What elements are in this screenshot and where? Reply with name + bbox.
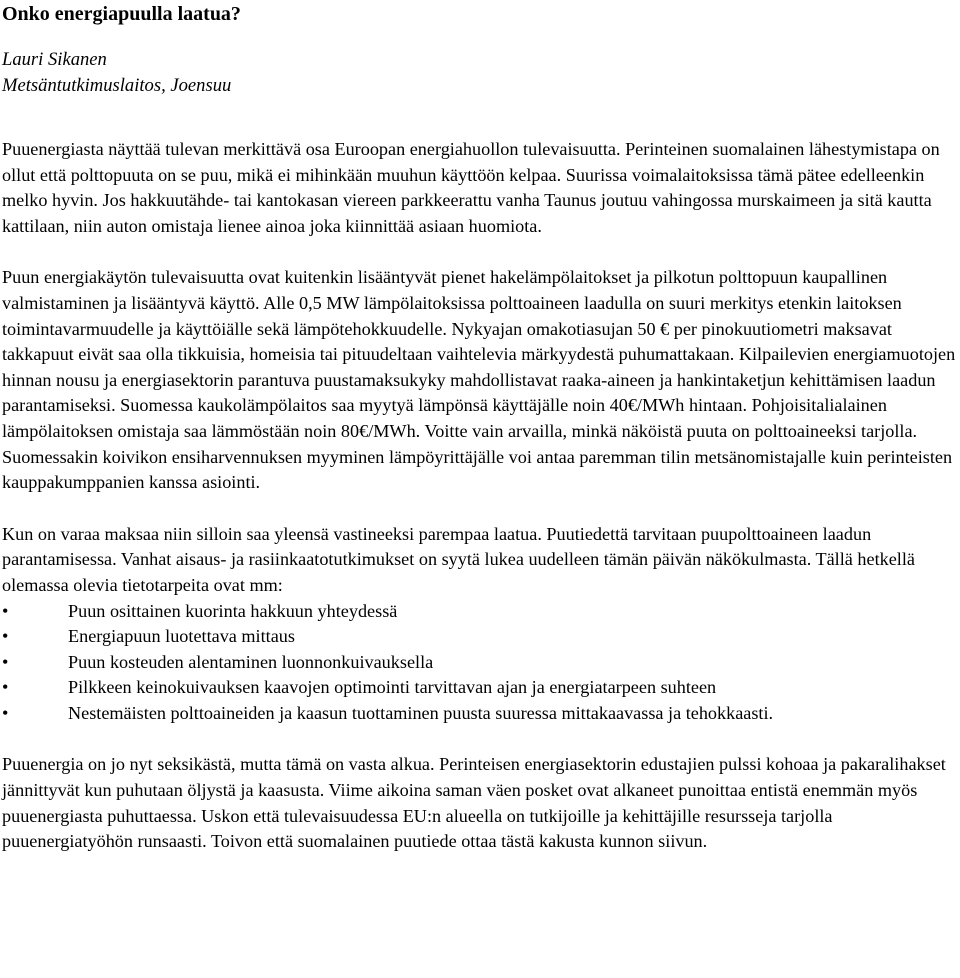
paragraph-intro: Puuenergiasta näyttää tulevan merkittävä osa Euroopan energiahuollon tulevaisuutta. Perinteinen suomalainen lähestymistapa on ollut että polttopuuta on se puu, mikä ei mihinkään muuhun käyttöön kelpaa. Suurissa voimalaitoksissa tämä pätee edelleenkin melko hyvin. Jos hakkuutähde- tai kantokasan viereen parkkeerattu vanha Taunus joutuu vahingossa murskaimeen ja sitä kautta kattilaan, niin auton omistaja lienee ainoa joka kiinnittää asiaan huomiota. (2, 139, 940, 236)
list-item (2, 599, 958, 625)
list-item-text: Energiapuun luotettava mittaus (68, 626, 295, 647)
paragraph-conclusion: Puuenergia on jo nyt seksikästä, mutta tämä on vasta alkua. Perinteisen energiasektorin edustajien pulssi kohoaa ja pakaralihakset jännittyvät kun puhutaan öljystä ja kaasusta. Viime aikoina saman väen posket ovat alkaneet punoittaa entistä enemmän myös puuenergiasta puhuttaessa. Uskon että tulevaisuudessa EU:n alueella on tutkijoille ja kehittäjille resursseja tarjolla puuenergiatyöhön runsaasti. Toivon että suomalainen puutiede ottaa tästä kakusta kunnon siivun. (2, 754, 946, 852)
document-title: Onko energiapuulla laatua? (2, 3, 241, 25)
list-item (2, 624, 958, 650)
bullet-marker: • (2, 702, 9, 723)
list-item-text: Puun kosteuden alentaminen luonnonkuivauksella (68, 651, 434, 672)
bullet-marker: • (2, 651, 9, 672)
bullet-marker: • (2, 600, 9, 621)
author-block (2, 47, 958, 98)
author-name: Lauri Sikanen (2, 49, 107, 70)
research-needs-list (2, 599, 958, 727)
list-item (2, 675, 958, 701)
list-item (2, 650, 958, 676)
bullet-marker: • (2, 626, 9, 647)
list-item-text: Nestemäisten polttoaineiden ja kaasun tuottaminen puusta suuressa mittakaavassa ja tehokkaasti. (68, 702, 774, 723)
list-item-text: Pilkkeen keinokuivauksen kaavojen optimointi tarvittavan ajan ja energiatarpeen suhteen (68, 677, 717, 698)
list-item (2, 701, 958, 727)
author-affiliation: Metsäntutkimuslaitos, Joensuu (2, 74, 232, 96)
list-item-text: Puun osittainen kuorinta hakkuun yhteydessä (68, 600, 398, 621)
bullet-marker: • (2, 677, 9, 698)
document-page (2, 0, 958, 855)
paragraph-quality: Kun on varaa maksaa niin silloin saa yleensä vastineeksi parempaa laatua. Puutiedettä tarvitaan puupolttoaineen laadun parantamisessa. Vanhat aisaus- ja rasiinkaatotutkimukset on syytä lukea uudelleen tämän päivän näkökulmasta. Tällä hetkellä olemassa olevia tietotarpeita ovat mm: (2, 523, 915, 595)
paragraph-future-use: Puun energiakäytön tulevaisuutta ovat kuitenkin lisääntyvät pienet hakelämpölaitokset ja pilkotun polttopuun kaupallinen valmistaminen ja lisääntyvä käyttö. Alle 0,5 MW lämpölaitoksissa polttoaineen laadulla on suuri merkitys etenkin laitoksen toimintavarmuudelle ja käyttöiälle sekä lämpötehokkuudelle. Nykyajan omakotiasujan 50 € per pinokuutiometri maksavat takkapuut eivät saa olla tikkuisia, homeisia tai pituudeltaan vaihtelevia märkyydestä puhumattakaan. Kilpailevien energiamuotojen hinnan nousu ja energiasektorin parantuva puustamaksukyky mahdollistavat raaka-aineen ja hankintaketjun kehittämisen laadun parantamiseksi. Suomessa kaukolämpölaitos saa myytyä lämpönsä käyttäjälle noin 40€/MWh hintaan. Pohjoisitalialainen lämpölaitoksen omistaja saa lämmöstään noin 80€/MWh. Voitte vain arvailla, minkä näköistä puuta on polttoaineeksi tarjolla. Suomessakin koivikon ensiharvennuksen myyminen lämpöyrittäjälle voi antaa paremman tilin metsänomistajalle kuin perinteisten kauppakumppanien kanssa asiointi. (2, 267, 956, 493)
